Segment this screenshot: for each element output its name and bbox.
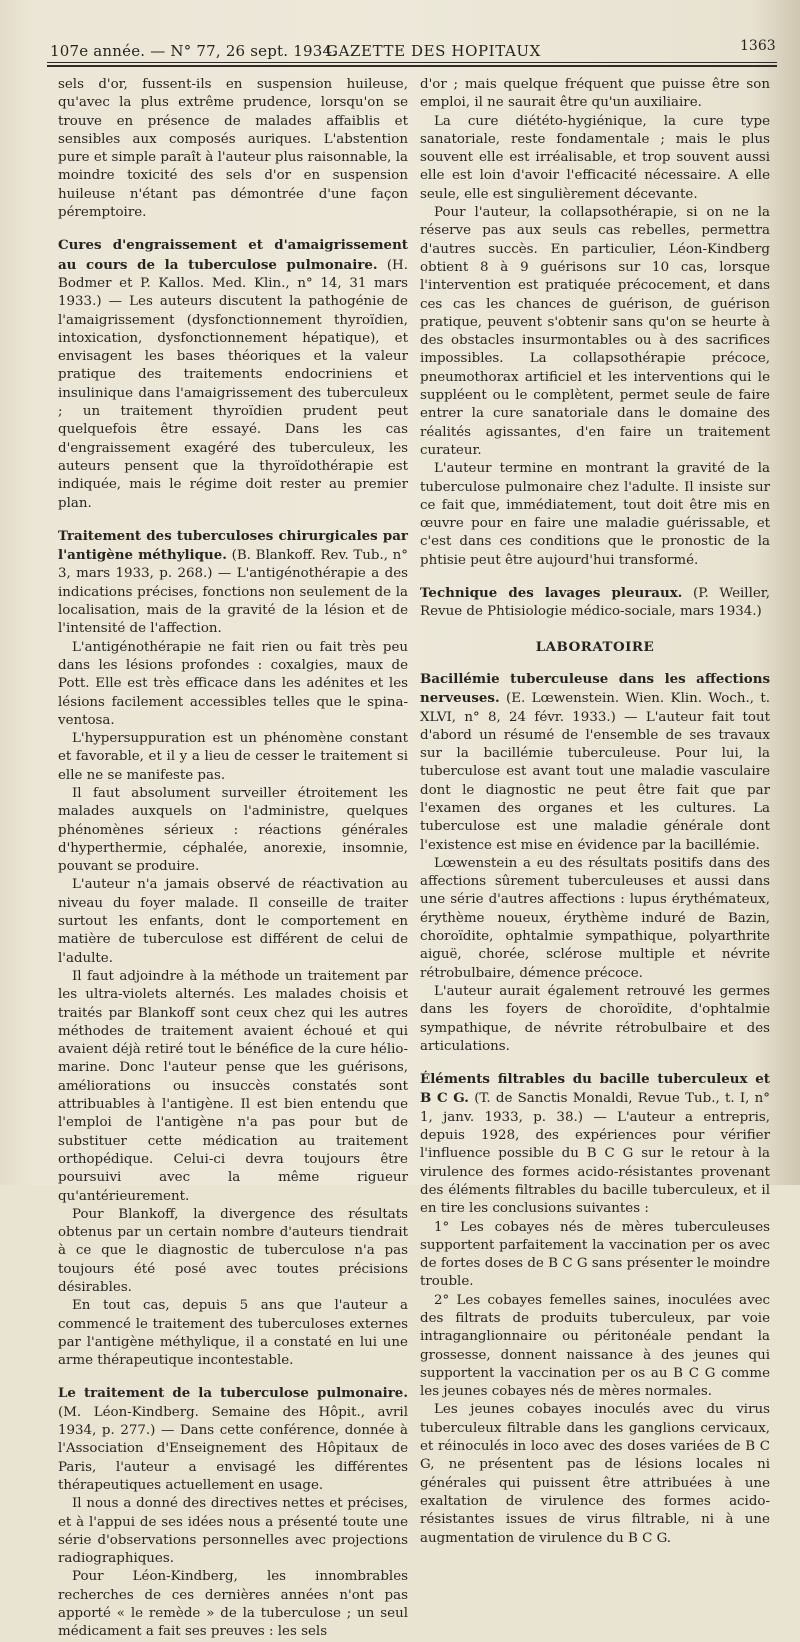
article-reference: (M. Léon-Kindberg. Semaine des Hôpit., avril 1934, p. 277.) — (58, 1404, 408, 1439)
right-column (420, 76, 770, 1548)
article-reference: (E. Lœwenstein. Wien. Klin. Woch., t. XLVI, n° 8, 24 févr. 1933.) — (420, 691, 770, 725)
article-body: L'auteur fait tout d'abord un résumé de l'ensemble de ses travaux sur la bacillémie tuberculeuse. Pour lui, la tuberculose est avant tout une maladie vasculaire dont le diagnostic ne peut être fait que par l'examen des organes et les cultures. La tuberculose est une maladie générale dont l'existence est mise en évidence par la bacillémie. (420, 709, 770, 853)
issue-info: 107e année. — N° 77, 26 sept. 1934. (50, 42, 338, 60)
article-heading (58, 236, 408, 512)
paragraph: L'auteur termine en montrant la gravité de la tuberculose pulmonaire chez l'adulte. Il insiste sur ce fait que, immédiatement, tout doit être mis en œuvre pour en faire une maladie guérissable, et c'est dans ces conditions que le pronostic de la phtisie peut être aujourd'hui transformé. (420, 461, 770, 568)
header-rule-double (47, 65, 777, 67)
paragraph: Lœwenstein a eu des résultats positifs dans des affections sûrement tuberculeuses et aussi dans une série d'autres affections : lupus érythémateux, érythème noueux, érythème induré de Bazin, choroïdite, ophtalmie sympathique, polyarthrite aiguë, chorée, sclérose multiple et névrite rétrobulbaire, démence précoce. (420, 855, 770, 981)
header-rule (47, 62, 777, 63)
paragraph: Il faut absolument surveiller étroitement les malades auxquels on l'administre, quelques phénomènes sérieux : réactions générales d'hyperthermie, céphalée, anorexie, insomnie, pouvant se produire. (58, 785, 408, 875)
article-title: Traitement des tuberculoses chirurgicales par l'antigène méthylique. (58, 527, 408, 564)
paragraph: 1° Les cobayes nés de mères tuberculeuses supportent parfaitement la vaccination per os avec de fortes doses de B C G sans présenter le moindre trouble. (420, 1219, 770, 1290)
continued-paragraph: d'or ; mais quelque fréquent que puisse être son emploi, il ne saurait être qu'un auxiliaire. (420, 77, 770, 111)
article-title: Bacillémie tuberculeuse dans les affections nerveuses. (420, 670, 770, 707)
paragraph: Il nous a donné des directives nettes et précises, et à l'appui de ses idées nous a présenté toute une série d'observations personnelles avec projections radiographiques. (58, 1496, 408, 1567)
journal-title: GAZETTE DES HOPITAUX (326, 42, 541, 60)
paragraph: Pour Blankoff, la divergence des résultats obtenus par un certain nombre d'auteurs tiendrait à ce que le diagnostic de tuberculose n'a pas toujours été posé avec toutes précisions désirables. (58, 1206, 408, 1295)
left-column (58, 76, 408, 1642)
article-body: L'antigénothérapie a des indications précises, fonctions non seulement de la localisation, mais de la gravité de la lésion et de l'intensité de l'affection. (58, 566, 408, 637)
article-title: Éléments filtrables du bacille tuberculeux et B C G. (420, 1071, 770, 1107)
paragraph: 2° Les cobayes femelles saines, inoculées avec des filtrats de produits tuberculeux, par voie intraganglionnaire ou péritonéale pendant la grossesse, donnent naissance à des jeunes qui supportent la vaccination per os au B C G comme les jeunes cobayes nés de mères normales. (420, 1292, 770, 1400)
paragraph: L'antigénothérapie ne fait rien ou fait très peu dans les lésions profondes : coxalgies, maux de Pott. Elle est très efficace dans les adénites et les lésions facilement accessibles telles que le spina-ventosa. (58, 639, 408, 728)
paragraph: Les jeunes cobayes inoculés avec du virus tuberculeux filtrable dans les ganglions cervicaux, et réinoculés in loco avec des doses variées de B C G, ne présentent pas de lésions locales ni générales qui puissent être attribuées à une exaltation de virulence des formes acido-résistantes issues de virus filtrable, ni à une augmentation de virulence du B C G. (420, 1402, 770, 1546)
page-number: 1363 (740, 38, 776, 54)
article-title: Technique des lavages pleuraux. (420, 585, 683, 602)
paragraph: La cure diététo-hygiénique, la cure type sanatoriale, reste fondamentale ; mais le plus souvent elle est irréalisable, et trop souvent aussi elle est loin d'avoir l'efficacité nécessaire. A elle seule, elle est singulièrement décevante. (420, 113, 770, 202)
article-body: Dans cette conférence, donnée à l'Association d'Enseignement des Hôpitaux de Paris, l'auteur a envisagé les différentes thérapeutiques actuellement en usage. (58, 1423, 408, 1493)
continued-paragraph: sels d'or, fussent-ils en suspension huileuse, qu'avec la plus extrême prudence, lorsqu'on se trouve en présence de malades affaiblis et sensibles aux composés auriques. L'abstention pure et simple paraît à l'auteur plus raisonnable, la moindre toxicité des sels d'or en suspension huileuse n'étant pas démontrée d'une façon péremptoire. (58, 77, 408, 221)
article-heading (58, 1384, 408, 1495)
paragraph: L'auteur aurait également retrouvé les germes dans les foyers de choroïdite, d'ophtalmie sympathique, de névrite rétrobulbaire et des articulations. (420, 983, 770, 1054)
article-reference: (P. Weiller, Revue de Phtisiologie médico-sociale, mars 1934.) (420, 586, 770, 620)
paragraph: Il faut adjoindre à la méthode un traitement par les ultra-violets alternés. Les malades choisis et traités par Blankoff sont ceux chez qui les autres méthodes de traitement avaient échoué et qui avaient déjà retiré tout le bénéfice de la cure hélio-marine. Donc l'auteur pense que les guérisons, améliorations ou insuccès constatés sont attribuables à l'antigène. Il est bien entendu que l'emploi de l'antigène n'a pas pour but de substituer cette médication au traitement orthopédique. Celui-ci devra toujours être poursuivi avec la même rigueur qu'antérieurement. (58, 968, 408, 1204)
paragraph: Pour l'auteur, la collapsothérapie, si on ne la réserve pas aux seuls cas rebelles, permettra d'autres succès. En particulier, Léon-Kindberg obtient 8 à 9 guérisons sur 10 cas, lorsque l'intervention est pratiquée précocement, et dans ces cas les chances de guérison, de guérison pratique, peuvent s'obtenir sans qu'on se heurte à des obstacles insurmontables ou à des sacrifices impossibles. La collapsothérapie précoce, pneumothorax artificiel et les interventions qui le suppléent ou le complètent, permet seule de faire entrer la cure sanatoriale dans le domaine des réalités agissantes, d'en faire un traitement curateur. (420, 205, 770, 458)
paragraph: Pour Léon-Kindberg, les innombrables recherches de ces dernières années n'ont pas apporté « le remède » de la tuberculose ; un seul médicament a fait ses preuves : les sels (58, 1569, 408, 1640)
paragraph: En tout cas, depuis 5 ans que l'auteur a commencé le traitement des tuberculoses externes par l'antigène méthylique, il a constaté en lui une arme thérapeutique incontestable. (58, 1298, 408, 1369)
article-heading (420, 670, 770, 855)
article-reference: (T. de Sanctis Monaldi, Revue Tub., t. I, n° 1, janv. 1933, p. 38.) — (420, 1091, 770, 1125)
article-reference: (B. Blankoff. Rev. Tub., n° 3, mars 1933, p. 268.) — (58, 548, 408, 582)
article-reference: (H. Bodmer et P. Kallos. Med. Klin., n° 14, 31 mars 1933.) — (58, 257, 408, 310)
article-heading (420, 584, 770, 622)
article-body: L'auteur a entrepris, depuis 1928, des expériences pour vérifier l'influence possible du B C G sur le retour à la virulence des formes acido-résistantes provenant des éléments filtrables du bacille tuberculeux, et il en tire les conclusions suivantes : (420, 1109, 770, 1217)
article-body: Les auteurs discutent la pathogénie de l'amaigrissement (dysfonctionnement thyroïdien, intoxication, dysfonctionnement hépatique), et envisagent les bases théoriques et la valeur pratique des traitements endocriniens et insulinique dans l'amaigrissement des tuberculeux ; un traitement thyroïdien prudent peut quelquefois être essayé. Dans les cas d'engraissement exagéré des tuberculeux, les auteurs pensent que la thyroïdothérapie est indiquée, mais le régime doit rester au premier plan. (58, 294, 408, 511)
section-heading: LABORATOIRE (535, 638, 655, 655)
article-title: Cures d'engraissement et d'amaigrissement au cours de la tuberculose pulmonaire. (58, 237, 408, 273)
article-title: Le traitement de la tuberculose pulmonaire. (58, 1385, 408, 1402)
page-header (50, 38, 776, 62)
article-heading (420, 1070, 770, 1218)
article-heading (58, 527, 408, 639)
paragraph: L'hypersuppuration est un phénomène constant et favorable, et il y a lieu de cesser le traitement si elle ne se manifeste pas. (58, 731, 408, 783)
paragraph: L'auteur n'a jamais observé de réactivation au niveau du foyer malade. Il conseille de traiter surtout les enfants, dont le comportement en matière de tuberculose est différent de celui de l'adulte. (58, 877, 408, 966)
